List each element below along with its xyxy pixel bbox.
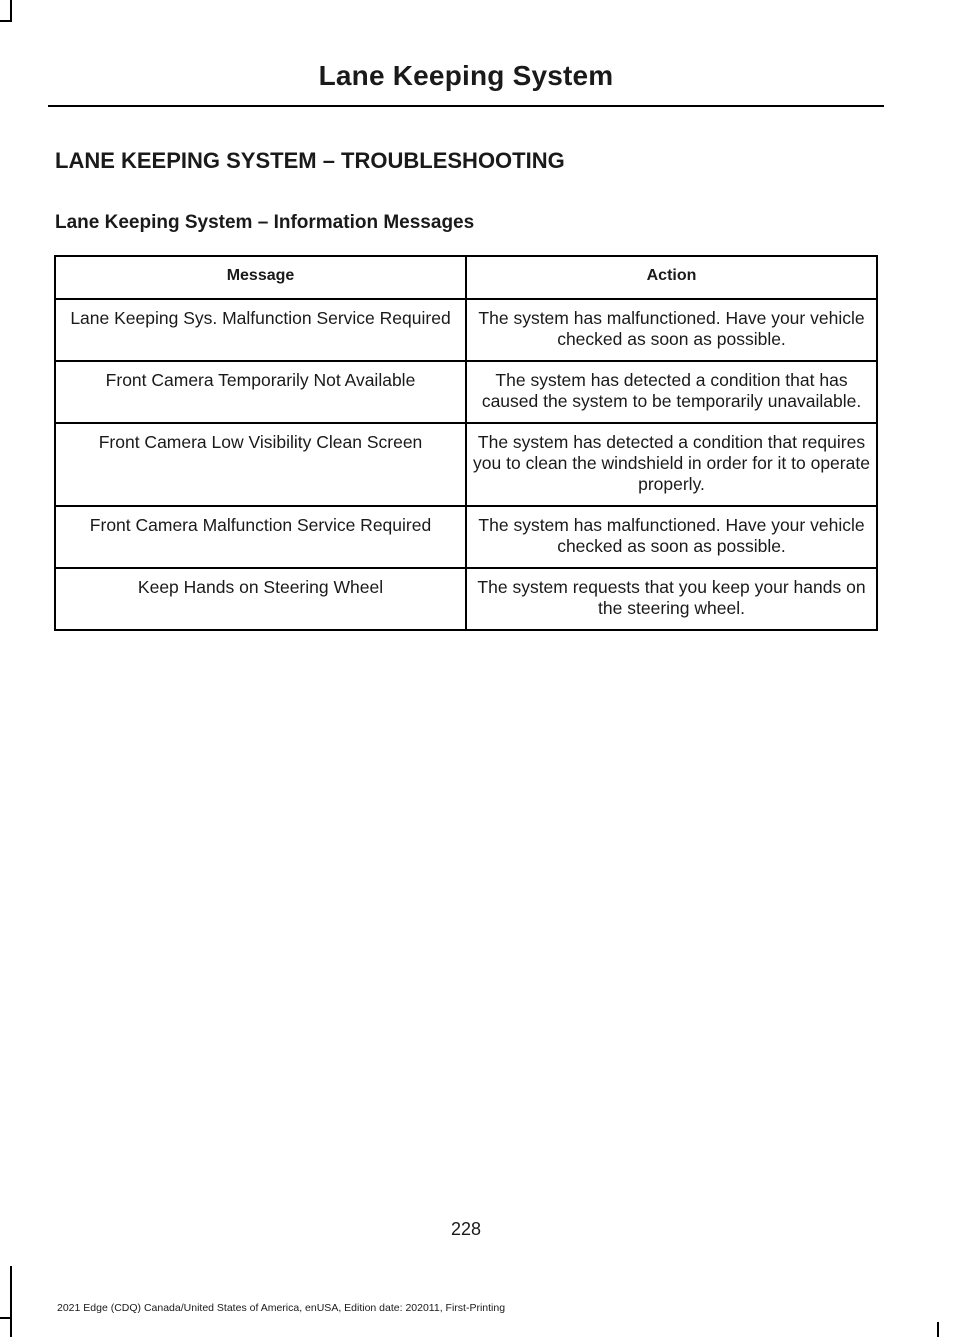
crop-mark-bottom-left-v (10, 1266, 12, 1337)
action-cell: The system has malfunctioned. Have your vehicle checked as soon as possible. (466, 506, 877, 568)
header-message: Message (55, 256, 466, 299)
crop-mark-bottom-left-h (0, 1317, 12, 1319)
table-row (55, 423, 877, 506)
running-title: Lane Keeping System (318, 60, 614, 91)
table-row (55, 299, 877, 361)
action-cell: The system has detected a condition that requires you to clean the windshield in order for it to operate properly. (466, 423, 877, 506)
page-number: 228 (450, 1219, 482, 1239)
action-cell: The system has malfunctioned. Have your vehicle checked as soon as possible. (466, 299, 877, 361)
information-messages-table (54, 255, 878, 631)
crop-mark-bottom-right-v (937, 1322, 939, 1337)
crop-mark-top-left-v (10, 0, 12, 22)
action-cell: The system has detected a condition that has caused the system to be temporarily unavailable. (466, 361, 877, 423)
message-cell: Front Camera Temporarily Not Available (55, 361, 466, 423)
message-cell: Front Camera Low Visibility Clean Screen (55, 423, 466, 506)
message-cell: Lane Keeping Sys. Malfunction Service Required (55, 299, 466, 361)
section-title: LANE KEEPING SYSTEM – TROUBLESHOOTING (55, 148, 565, 173)
message-cell: Front Camera Malfunction Service Required (55, 506, 466, 568)
table-title: Lane Keeping System – Information Messages (55, 212, 475, 233)
table-header-row (55, 256, 877, 299)
table-row (55, 506, 877, 568)
table-row (55, 361, 877, 423)
header-rule (48, 105, 884, 107)
crop-mark-top-left-h (0, 20, 12, 22)
action-cell: The system requests that you keep your hands on the steering wheel. (466, 568, 877, 630)
table-row (55, 568, 877, 630)
header-action: Action (466, 256, 877, 299)
edition-footer: 2021 Edge (CDQ) Canada/United States of America, enUSA, Edition date: 202011, First-Printing (57, 1302, 506, 1314)
message-cell: Keep Hands on Steering Wheel (55, 568, 466, 630)
